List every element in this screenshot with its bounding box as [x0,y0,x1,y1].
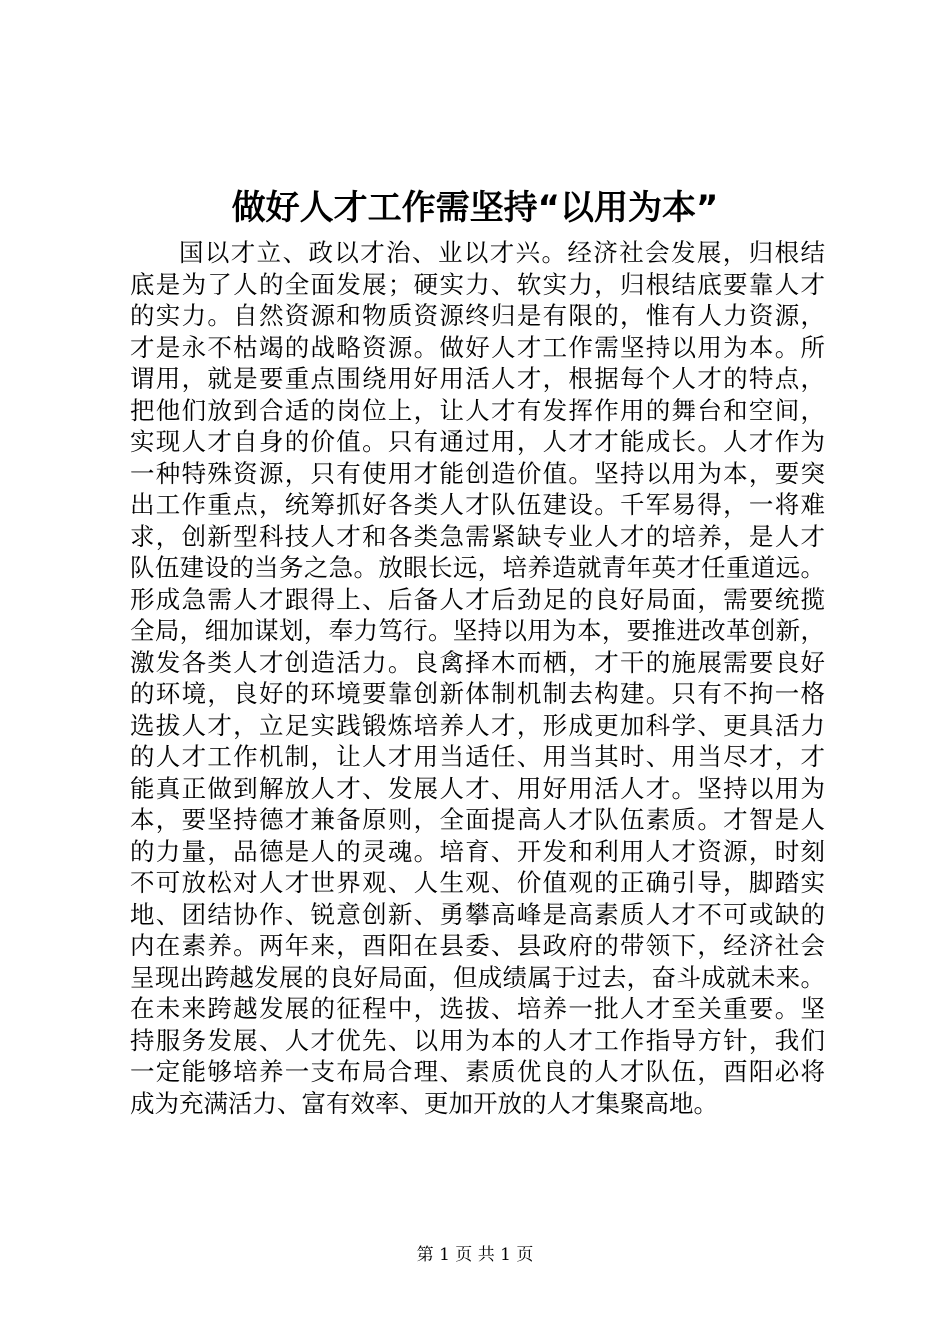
paragraph-line: 激发各类人才创造活力。良禽择木而栖，才干的施展需要良好 [130,647,825,677]
paragraph-line: 成为充满活力、富有效率、更加开放的人才集聚高地。 [130,1088,718,1118]
paragraph-line: 一种特殊资源，只有使用才能创造价值。坚持以用为本，要突 [130,458,825,488]
paragraph-line: 在未来跨越发展的征程中，选拔、培养一批人才至关重要。坚 [130,994,825,1023]
paragraph-line: 国以才立、政以才治、业以才兴。经济社会发展，归根结 [179,238,825,267]
paragraph-line: 地、团结协作、锐意创新、勇攀高峰是高素质人才不可或缺的 [130,899,825,929]
paragraph-line: 的力量，品德是人的灵魂。培育、开发和利用人才资源，时刻 [130,836,825,866]
paragraph-line: 队伍建设的当务之急。放眼长远，培养造就青年英才任重道远。 [130,553,825,582]
paragraph-line: 不可放松对人才世界观、人生观、价值观的正确引导，脚踏实 [130,868,825,897]
paragraph-line: 内在素养。两年来，酉阳在县委、县政府的带领下，经济社会 [130,931,825,960]
paragraph-line: 把他们放到合适的岗位上，让人才有发挥作用的舞台和空间， [130,395,825,425]
paragraph-line: 底是为了人的全面发展；硬实力、软实力，归根结底要靠人才 [130,269,825,299]
paragraph-line: 的环境，良好的环境要靠创新体制机制去构建。只有不拘一格 [130,679,825,708]
document-body [130,237,825,1119]
document-title: 做好人才工作需坚持“以用为本” [231,188,719,228]
paragraph-line: 的人才工作机制，让人才用当适任、用当其时、用当尽才，才 [130,742,825,771]
page-footer: 第 1 页 共 1 页 [416,1245,534,1265]
paragraph-line: 一定能够培养一支布局合理、素质优良的人才队伍，酉阳必将 [130,1057,825,1086]
paragraph-line: 全局，细加谋划，奉力笃行。坚持以用为本，要推进改革创新， [130,616,825,645]
paragraph-line: 出工作重点，统筹抓好各类人才队伍建设。千军易得，一将难 [130,490,825,519]
paragraph-line: 选拔人才，立足实践锻炼培养人才，形成更加科学、更具活力 [130,710,825,740]
paragraph-line: 呈现出跨越发展的良好局面，但成绩属于过去，奋斗成就未来。 [130,962,825,992]
paragraph-line: 形成急需人才跟得上、后备人才后劲足的良好局面，需要统揽 [130,584,825,614]
paragraph-line: 谓用，就是要重点围绕用好用活人才，根据每个人才的特点， [130,364,825,393]
paragraph-line: 的实力。自然资源和物质资源终归是有限的，惟有人力资源， [130,301,825,330]
paragraph-line: 才是永不枯竭的战略资源。做好人才工作需坚持以用为本。所 [130,332,825,362]
paragraph-line: 本，要坚持德才兼备原则，全面提高人才队伍素质。才智是人 [130,805,825,834]
paragraph-line: 求，创新型科技人才和各类急需紧缺专业人才的培养，是人才 [130,521,825,551]
paragraph-line: 持服务发展、人才优先、以用为本的人才工作指导方针，我们 [130,1025,825,1055]
paragraph-line: 实现人才自身的价值。只有通过用，人才才能成长。人才作为 [130,427,825,456]
paragraph-line: 能真正做到解放人才、发展人才、用好用活人才。坚持以用为 [130,773,825,803]
